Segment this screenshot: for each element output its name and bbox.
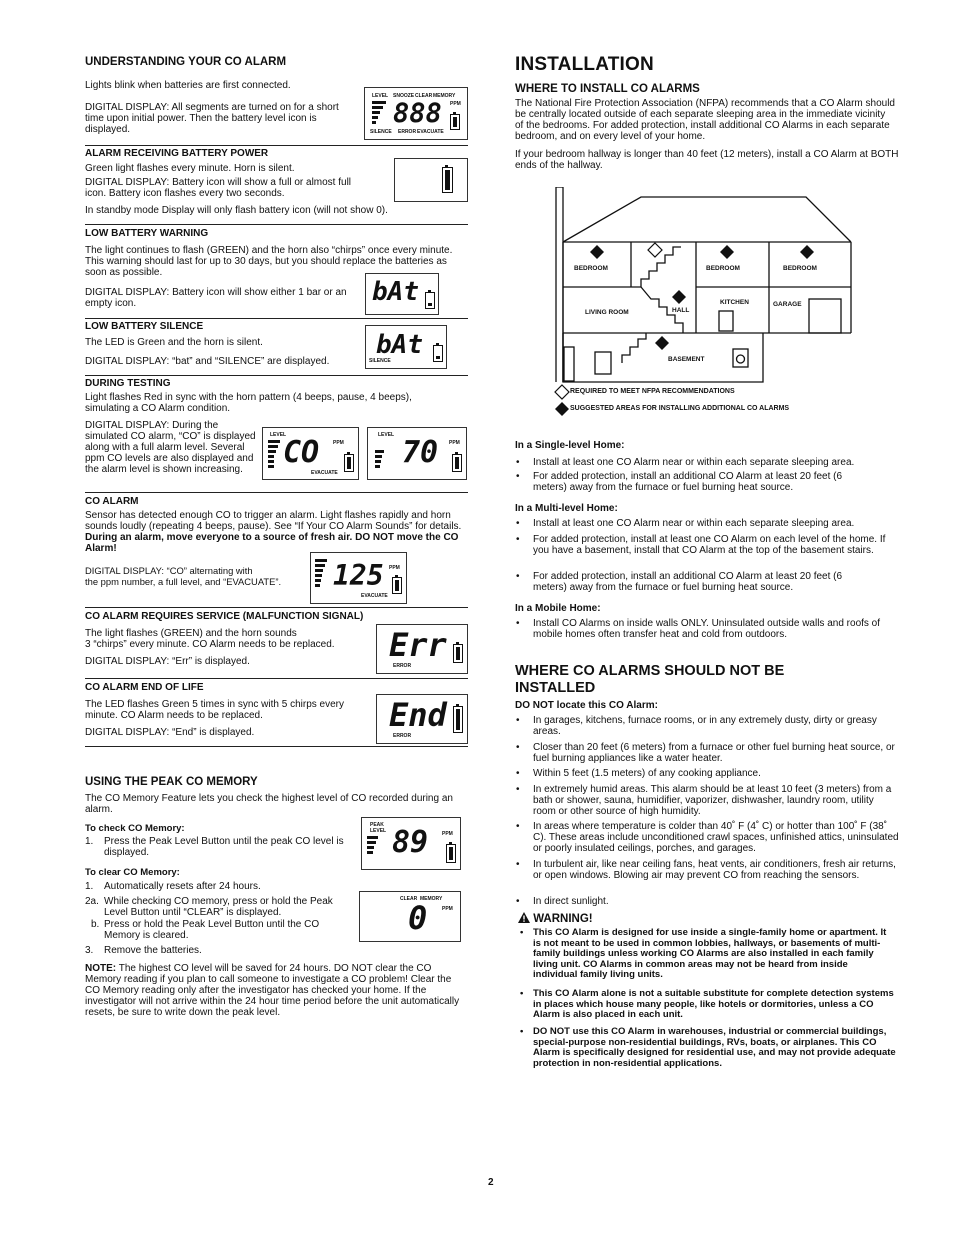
display-err — [376, 624, 468, 674]
clear-title: To clear CO Memory: — [85, 867, 180, 878]
peak-label: PEAK — [370, 822, 384, 828]
lbw-title: LOW BATTERY WARNING — [85, 228, 209, 239]
multi-bullet-3: • For added protection, install an additional CO Alarm at least 20 feet (6 meters) away from the furnace or fuel burning heat source. — [515, 571, 875, 593]
not-bullet-1: • In garages, kitchens, furnace rooms, or in any extremely dusty, dirty or greasy areas. — [515, 715, 893, 737]
end-digits: End — [389, 696, 447, 734]
understanding-title: UNDERSTANDING YOUR CO ALARM — [85, 56, 287, 68]
battery-full-icon — [392, 577, 402, 594]
lbs-text-1: The LED is Green and the horn is silent. — [85, 337, 263, 348]
level-label: LEVEL — [372, 93, 389, 99]
label-living-room: LIVING ROOM — [585, 309, 629, 316]
bat-digits: bAt — [372, 277, 419, 307]
single-bullet-2: • For added protection, install an additional CO Alarm at least 20 feet (6 meters) away from the furnace or fuel burning heat source. — [515, 471, 875, 493]
ppm-label: PPM — [449, 440, 460, 446]
installation-title: INSTALLATION — [515, 54, 654, 75]
snooze-label: SNOOZE — [393, 93, 415, 99]
display-125-ppm — [310, 552, 407, 604]
error-label: ERROR — [393, 663, 412, 669]
lbw-text-1: The light continues to flash (GREEN) and the horn also “chirps” once every minute. This warning should last for up to 30 days, but you should replace the batteries as soon as possible. — [85, 245, 453, 278]
not-bullet-6: • In turbulent air, like near ceiling fans, heat vents, air conditioners, fresh air returns, or open windows. Blowing air may prevent CO from reaching the sensors. — [515, 859, 899, 881]
label-hall: HALL — [672, 307, 690, 314]
evacuate-label: EVACUATE — [361, 593, 388, 599]
eol-title: CO ALARM END OF LIFE — [85, 682, 204, 693]
arbp-text-3: In standby mode Display will only flash battery icon (will not show 0). — [85, 205, 388, 216]
label-bedroom-1: BEDROOM — [574, 265, 608, 272]
warning-bullet-2: • This CO Alarm alone is not a suitable substitute for complete detection systems in places which house many people, like hotels or dormitories, unless a CO Alarm is also placed in each unit. — [515, 989, 897, 1021]
memory-label: MEMORY — [433, 93, 456, 99]
zero-digits: 0 — [408, 899, 428, 937]
battery-full-icon — [446, 844, 456, 863]
segment-digits: 888 — [393, 98, 442, 129]
label-garage: GARAGE — [773, 301, 802, 308]
ppm-label: PPM — [333, 440, 344, 446]
clear-step-3: 3. Remove the batteries. — [85, 945, 202, 956]
page-number: 2 — [488, 1177, 494, 1188]
clear-step-2a: 2a. While checking CO memory, press or hold the Peak Level Button until “CLEAR” is displayed. — [85, 896, 333, 918]
battery-full-icon — [452, 454, 462, 472]
svc-text-2: DIGITAL DISPLAY: “Err” is displayed. — [85, 656, 250, 667]
display-all-segments — [364, 87, 468, 140]
display-clear-memory — [359, 891, 461, 942]
silence-label: SILENCE — [369, 358, 391, 364]
check-title: To check CO Memory: — [85, 823, 185, 834]
level-label: LEVEL — [378, 432, 395, 438]
svc-title: CO ALARM REQUIRES SERVICE (MALFUNCTION SIGNAL) — [85, 611, 364, 622]
error-label: ERROR — [393, 733, 412, 739]
not-bullet-3: • Within 5 feet (1.5 meters) of any cooking appliance. — [515, 768, 897, 779]
error-label: ERROR — [398, 129, 417, 135]
warning-bullet-1: • This CO Alarm is designed for use inside a single-family home or apartment. It is not meant to be used in common lobbies, hallways, or basements of multi-family buildings unless working CO Alarms are also installed in each family living unit. CO Alarms in common areas may not be heard from inside individual family living units. — [515, 928, 893, 981]
level-label: LEVEL — [270, 432, 287, 438]
125-digits: 125 — [333, 559, 384, 592]
clear-step-1: 1. Automatically resets after 24 hours. — [85, 881, 261, 892]
not-install-sub: DO NOT locate this CO Alarm: — [515, 700, 658, 711]
lbs-text-2: DIGITAL DISPLAY: “bat” and “SILENCE” are displayed. — [85, 356, 330, 367]
mobile-title: In a Mobile Home: — [515, 603, 601, 614]
label-kitchen: KITCHEN — [720, 299, 749, 306]
multi-title: In a Multi-level Home: — [515, 503, 618, 514]
peak-intro: The CO Memory Feature lets you check the highest level of CO recorded during an alarm. — [85, 793, 453, 815]
coa-text-2: DIGITAL DISPLAY: “CO” alternating with the ppm number, a full level, and “EVACUATE”. — [85, 565, 282, 587]
dt-title: DURING TESTING — [85, 378, 171, 389]
check-step-1: 1. Press the Peak Level Button until the peak CO level is displayed. — [85, 836, 344, 858]
not-bullet-7: • In direct sunlight. — [515, 896, 897, 907]
single-bullet-1: • Install at least one CO Alarm near or within each separate sleeping area. — [515, 457, 899, 468]
arbp-text-2: DIGITAL DISPLAY: Battery icon will show a full or almost full icon. Battery icon flashes every two seconds. — [85, 177, 352, 199]
not-install-title: WHERE CO ALARMS SHOULD NOT BE INSTALLED — [515, 663, 785, 696]
co-digits: CO — [283, 435, 320, 470]
display-low-battery-silence — [365, 325, 447, 369]
intro-text-2: DIGITAL DISPLAY: All segments are turned on for a short time upon initial power. Then the battery level icon is displayed. — [85, 102, 339, 135]
label-bedroom-3: BEDROOM — [783, 265, 817, 272]
ppm-label: PPM — [442, 906, 453, 912]
display-battery-full — [394, 158, 468, 202]
where-text-1: The National Fire Protection Association (NFPA) recommends that a CO Alarm should be centrally located outside of each separate sleeping area in the immediate vicinity of the bedrooms. For added protection, install additional CO Alarms in each separate bedroom, and on every level of your home. — [515, 98, 895, 142]
level-label: LEVEL — [370, 828, 387, 834]
battery-full-icon — [453, 644, 463, 663]
battery-full-icon — [450, 114, 460, 130]
clear-label: CLEAR — [415, 93, 433, 99]
dt-text-2: DIGITAL DISPLAY: During the simulated CO alarm, “CO” is displayed along with a full alarm level. Several ppm CO levels are also displayed and the alarm level is shown increasing. — [85, 420, 256, 475]
ppm-label: PPM — [389, 565, 400, 571]
display-co — [262, 427, 359, 480]
coa-title: CO ALARM — [85, 496, 139, 507]
err-digits: Err — [389, 626, 447, 664]
silence-label: SILENCE — [370, 129, 392, 135]
single-title: In a Single-level Home: — [515, 440, 625, 451]
memory-label: MEMORY — [420, 896, 443, 902]
warning-icon — [518, 912, 530, 923]
arbp-title: ALARM RECEIVING BATTERY POWER — [85, 148, 269, 159]
clear-label: CLEAR — [400, 896, 418, 902]
eol-text-2: DIGITAL DISPLAY: “End” is displayed. — [85, 727, 255, 738]
seventy-digits: 70 — [402, 435, 439, 470]
multi-bullet-1: • Install at least one CO Alarm near or within each separate sleeping area. — [515, 518, 899, 529]
display-89-ppm — [361, 817, 461, 870]
89-digits: 89 — [392, 825, 429, 860]
dt-text-1: Light flashes Red in sync with the horn pattern (4 beeps, pause, 4 beeps), simulating a CO Alarm condition. — [85, 392, 412, 414]
where-text-2: If your bedroom hallway is longer than 40 feet (12 meters), install a CO Alarm at BOTH ends of the hallway. — [515, 149, 899, 171]
legend-required: REQUIRED TO MEET NFPA RECOMMENDATIONS — [570, 388, 735, 395]
clear-step-2b: b. Press or hold the Peak Level Button until the CO Memory is cleared. — [91, 919, 320, 941]
not-bullet-4: • In extremely humid areas. This alarm should be at least 10 feet (3 meters) from a bath or shower, sauna, humidifier, vaporizer, dishwasher, laundry room, utility room or other source of high humidity. — [515, 784, 897, 817]
peak-title: USING THE PEAK CO MEMORY — [85, 776, 258, 788]
battery-full-icon — [442, 167, 453, 193]
mobile-bullet-1: • Install CO Alarms on inside walls ONLY. Uninsulated outside walls and roofs of mobile homes often transfer heat and cold from outdoors. — [515, 618, 895, 640]
evacuate-label: EVACUATE — [417, 129, 444, 135]
where-title: WHERE TO INSTALL CO ALARMS — [515, 83, 700, 95]
warning-label: WARNING! — [533, 913, 593, 925]
display-low-battery — [365, 273, 439, 315]
warning-bullet-3: • DO NOT use this CO Alarm in warehouses, industrial or commercial buildings, special-purpose non-residential buildings, RVs, boats, or airplanes. This CO Alarm is specifically designed for residential use, and may not provide adequate protection in non-residential applications. — [515, 1027, 897, 1069]
legend-suggested: SUGGESTED AREAS FOR INSTALLING ADDITIONAL CO ALARMS — [570, 405, 790, 412]
display-end — [376, 694, 468, 744]
house-diagram — [551, 187, 861, 419]
multi-bullet-2: • For added protection, install at least one CO Alarm on each level of the home. If you have a basement, install that CO Alarm at the top of the basement stairs. — [515, 534, 895, 556]
intro-text-1: Lights blink when batteries are first connected. — [85, 80, 291, 91]
battery-empty-icon — [425, 292, 435, 309]
evacuate-label: EVACUATE — [311, 470, 338, 476]
coa-text-1: Sensor has detected enough CO to trigger an alarm. Light flashes rapidly and horn sounds loudly (repeating 4 beeps, pause). See “If Your CO Alarm Sounds” for details. During an alarm, move everyone to a source of fresh air. DO NOT move the CO Alarm! — [85, 510, 462, 554]
svc-text-1: The light flashes (GREEN) and the horn sounds 3 “chirps” every minute. CO Alarm needs to be replaced. — [85, 628, 335, 650]
not-bullet-5: • In areas where temperature is colder than 40˚ F (4˚ C) or hotter than 100˚ F (38˚ C). These areas include unconditioned crawl spaces, unfinished attics, uninsulated or poorly insulated ceilings, porches, and garages. — [515, 821, 899, 854]
battery-full-icon — [344, 454, 354, 472]
peak-note: NOTE: The highest CO level will be saved for 24 hours. DO NOT clear the CO Memory reading if you plan to call someone to investigate a CO problem! Clear the CO Memory reading only after the investigator has checked your home. If the investigator will not arrive within the 24 hour time period before the unit automatically resets, be sure to write down the peak level. — [85, 963, 460, 1018]
lbw-text-2: DIGITAL DISPLAY: Battery icon will show either 1 bar or an empty icon. — [85, 287, 347, 309]
eol-text-1: The LED flashes Green 5 times in sync with 5 chirps every minute. CO Alarm needs to be replaced. — [85, 699, 344, 721]
bat-digits: bAt — [376, 330, 423, 360]
lbs-title: LOW BATTERY SILENCE — [85, 321, 204, 332]
display-seventy-ppm — [367, 427, 467, 480]
not-bullet-2: • Closer than 20 feet (6 meters) from a furnace or other fuel burning heat source, or fuel burning appliances like a water heater. — [515, 742, 897, 764]
battery-empty-icon — [433, 345, 443, 362]
ppm-label: PPM — [450, 101, 461, 107]
battery-full-icon — [453, 706, 463, 733]
label-basement: BASEMENT — [668, 356, 705, 363]
ppm-label: PPM — [442, 831, 453, 837]
arbp-text-1: Green light flashes every minute. Horn is silent. — [85, 163, 295, 174]
label-bedroom-2: BEDROOM — [706, 265, 740, 272]
warning-heading — [518, 912, 593, 925]
